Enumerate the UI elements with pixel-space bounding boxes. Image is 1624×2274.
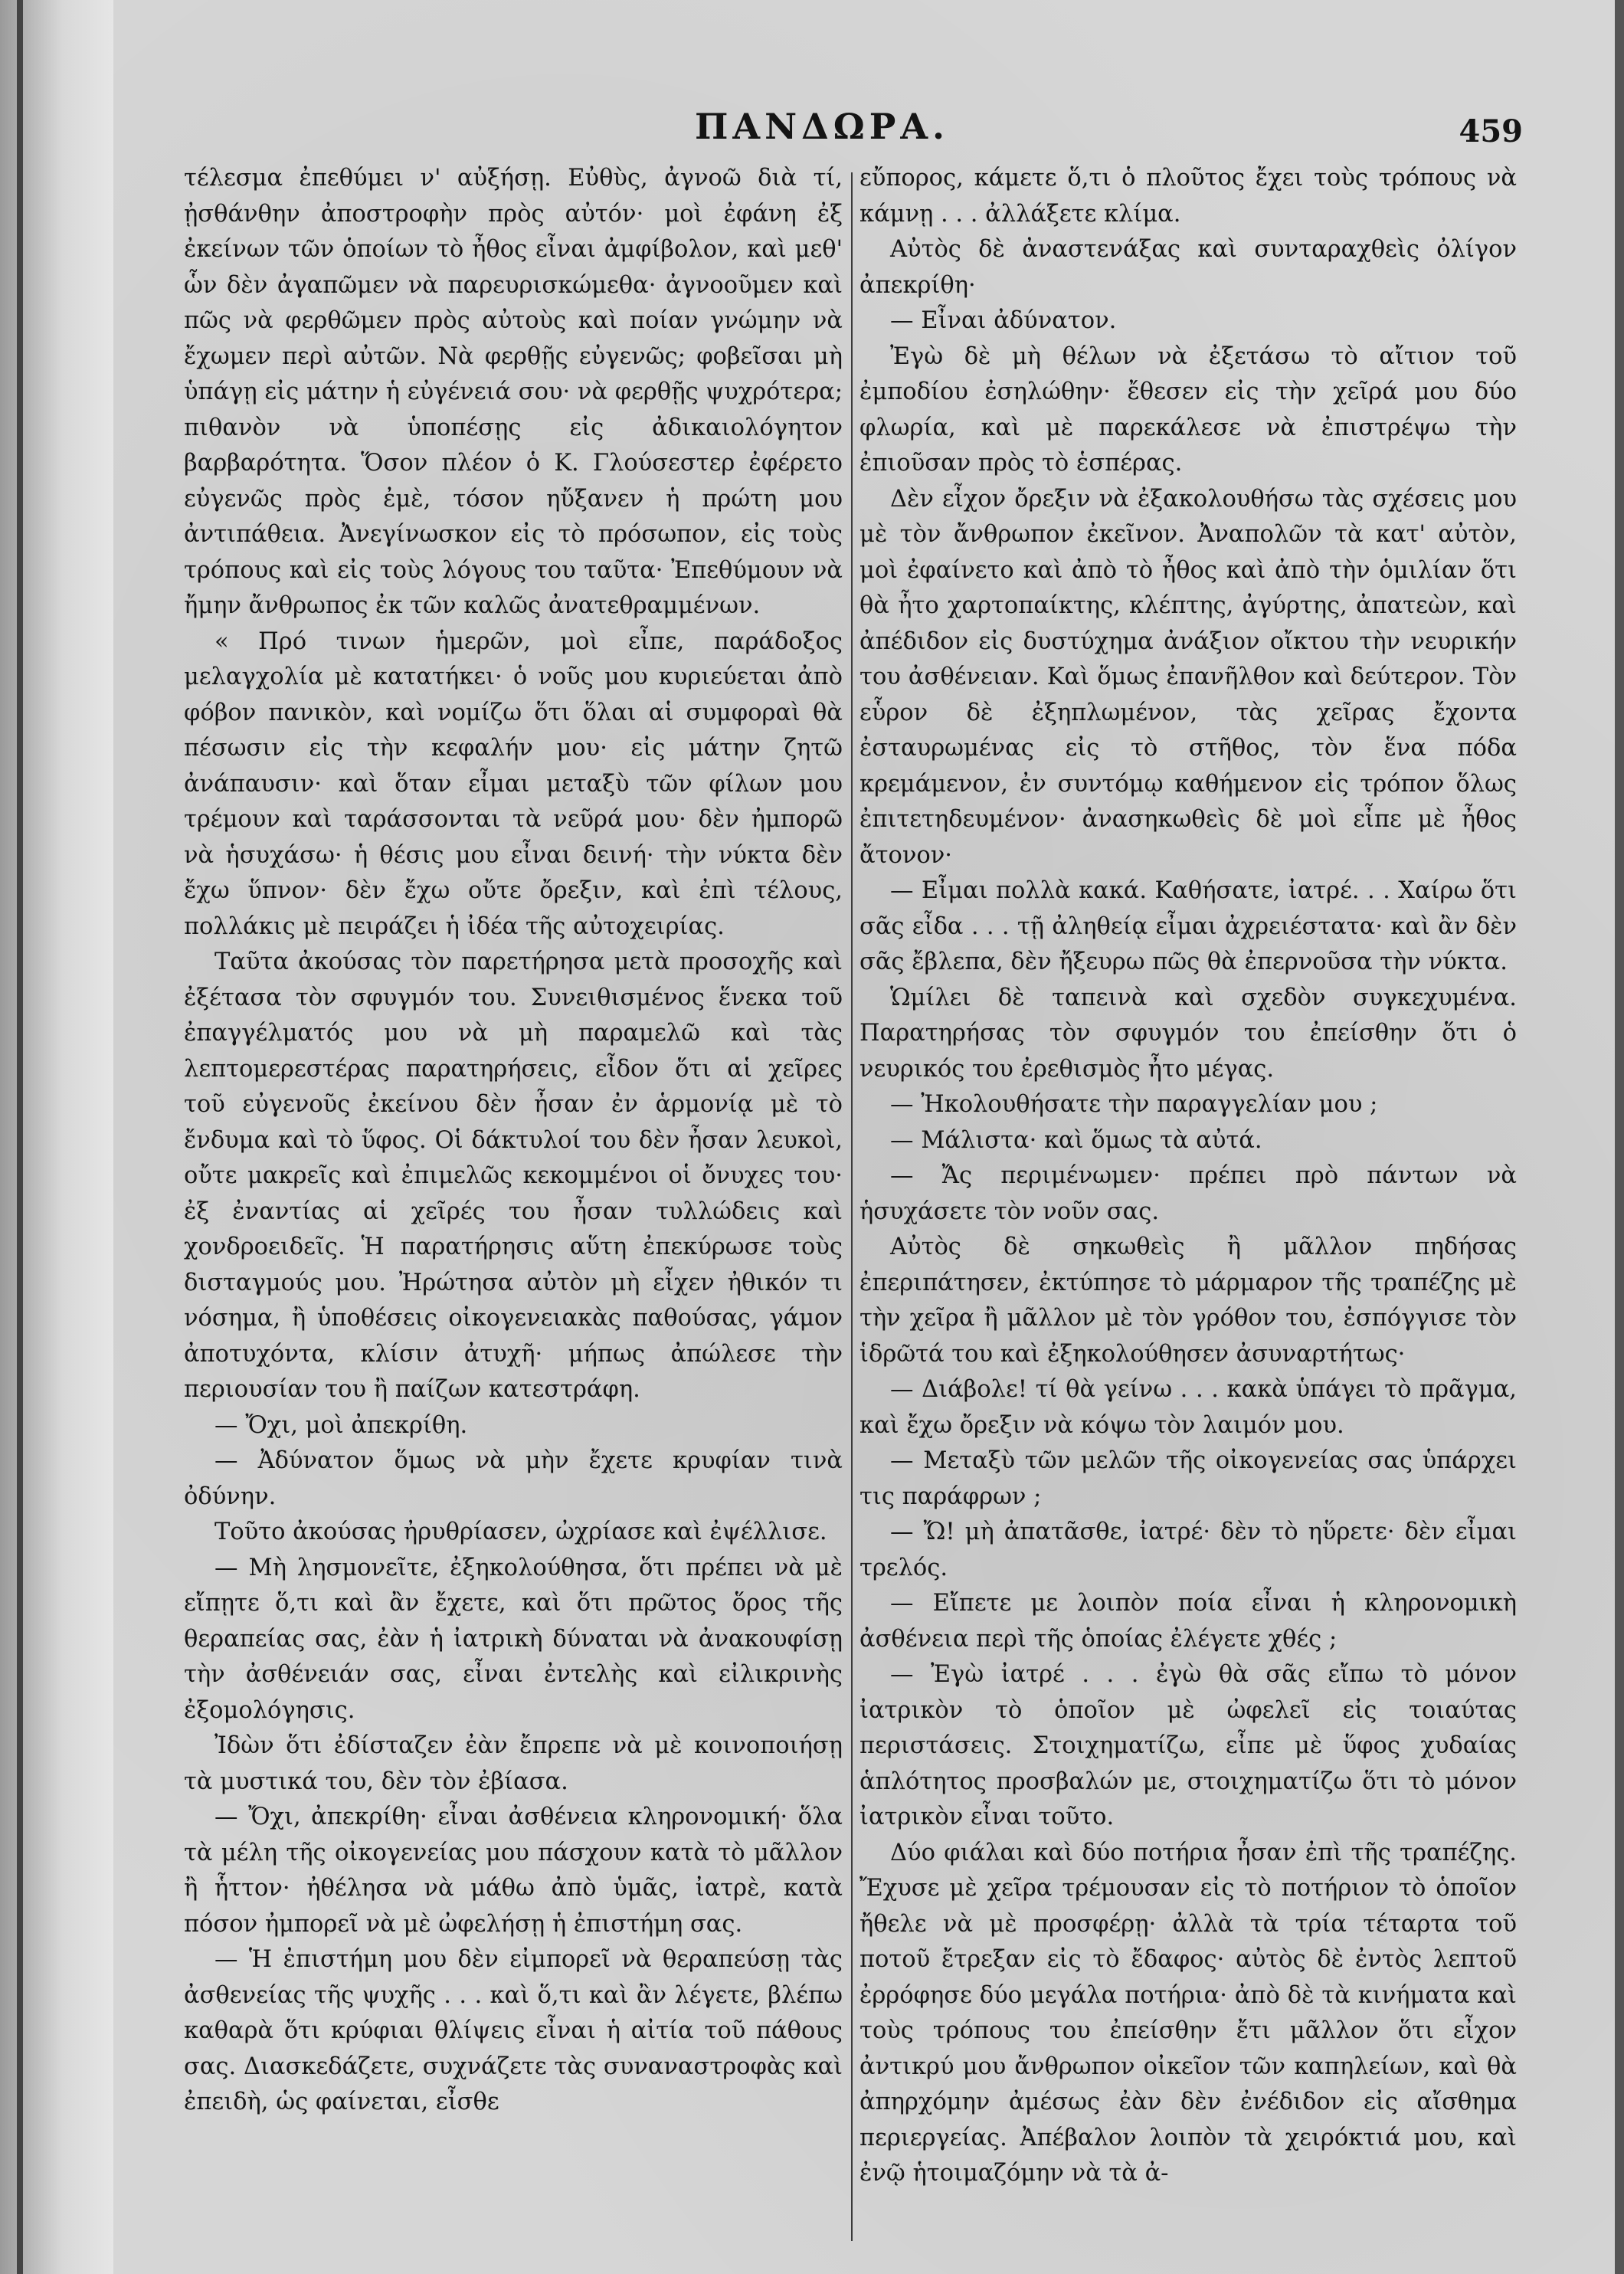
paragraph: — Μάλιστα· καὶ ὅμως τὰ αὐτά.	[890, 1126, 1262, 1154]
binding-shadow	[17, 0, 23, 2274]
right-column	[859, 161, 1517, 2253]
paragraph: « Πρό τινων ἡμερῶν, μοὶ εἶπε, παράδοξος μελαγχολία μὲ κατατήκει· ὁ νοῦς μου κυριεύεται ἀπὸ φόβον πανικὸν, καὶ νομίζω ὅτι ὅλαι αἱ συμφοραὶ θὰ πέσωσιν εἰς τὴν κεφαλήν μου· εἰς μάτην ζητῶ ἀνάπαυσιν· καὶ ὅταν εἶμαι μεταξὺ τῶν φίλων μου τρέμουν καὶ ταράσσονται τὰ νεῦρά μου· δὲν ἠμπορῶ νὰ ἡσυχάσω· ἡ θέσις μου εἶναι δεινή· τὴν νύκτα δὲν ἔχω ὕπνον· δὲν ἔχω οὔτε ὄρεξιν, καὶ ἐπὶ τέλους, πολλάκις μὲ πειράζει ἡ ἰδέα τῆς αὐτοχειρίας.	[184, 627, 843, 940]
paragraph: Ὡμίλει δὲ ταπεινὰ καὶ σχεδὸν συγκεχυμένα. Παρατηρήσας τὸν σφυγμόν του ἐπείσθην ὅτι ὁ νευρικός του ἐρεθισμὸς ἦτο μέγας.	[859, 984, 1517, 1083]
paragraph: — Εἴπετε με λοιπὸν ποία εἶναι ἡ κληρονομικὴ ἀσθένεια περὶ τῆς ὁποίας ἐλέγετε χθές ;	[859, 1590, 1517, 1653]
paragraph: — Ἠκολουθήσατε τὴν παραγγελίαν μου ;	[890, 1091, 1378, 1118]
column-divider	[851, 172, 853, 2241]
page-number: 459	[1459, 113, 1523, 149]
paragraph: — Ὄχι, ἀπεκρίθη· εἶναι ἀσθένεια κληρονομική· ὅλα τὰ μέλη τῆς οἰκογενείας μου πάσχουν κατὰ τὸ μᾶλλον ἢ ἧττον· ἠθέλησα νὰ μάθω ἀπὸ ὑμᾶς, ἰατρὲ, κατὰ πόσον ἠμπορεῖ νὰ μὲ ὠφελήσῃ ἡ ἐπιστήμη σας.	[184, 1804, 843, 1938]
paragraph: τέλεσμα ἐπεθύμει ν' αὐξήσῃ. Εὐθὺς, ἀγνοῶ διὰ τί, ᾐσθάνθην ἀποστροφὴν πρὸς αὐτόν· μοὶ ἐφάνη ἐξ ἐκείνων τῶν ὁποίων τὸ ἦθος εἶναι ἀμφίβολον, καὶ μεθ' ὧν δὲν ἀγαπῶμεν νὰ παρευρισκώμεθα· ἀγνοοῦμεν καὶ πῶς νὰ φερθῶμεν πρὸς αὐτοὺς καὶ ποίαν γνώμην νὰ ἔχωμεν περὶ αὐτῶν. Νὰ φερθῇς εὐγενῶς; φοβεῖσαι μὴ ὑπάγῃ εἰς μάτην ἡ εὐγένειά σου· νὰ φερθῇς ψυχρότερα; πιθανὸν νὰ ὑποπέσῃς εἰς ἀδικαιολόγητον βαρβαρότητα. Ὅσον πλέον ὁ Κ. Γλούσεστερ ἐφέρετο εὐγενῶς πρὸς ἐμὲ, τόσον ηὔξανεν ἡ πρώτη μου ἀντιπάθεια. Ἀνεγίνωσκον εἰς τὸ πρόσωπον, εἰς τοὺς τρόπους καὶ εἰς τοὺς λόγους του ταῦτα· Ἐπεθύμουν νὰ ἤμην ἄνθρωπος ἐκ τῶν καλῶς ἀνατεθραμμένων.	[184, 165, 843, 619]
paragraph: — Ὄχι, μοὶ ἀπεκρίθη.	[214, 1411, 468, 1439]
paragraph: — Διάβολε! τί θὰ γείνω . . . κακὰ ὑπάγει τὸ πρᾶγμα, καὶ ἔχω ὄρεξιν νὰ κόψω τὸν λαιμόν μου.	[859, 1376, 1517, 1439]
running-title: ΠΑΝΔΩΡΑ.	[694, 106, 950, 147]
paragraph: — Εἶμαι πολλὰ κακά. Καθήσατε, ἰατρέ. . . Χαίρω ὅτι σᾶς εἶδα . . . τῇ ἀληθείᾳ εἶμαι ἀχρειέστατα· καὶ ἂν δὲν σᾶς ἔβλεπα, δὲν ἤξευρω πῶς θὰ ἐπερνοῦσα τὴν νύκτα.	[859, 877, 1517, 975]
paragraph: — Ὤ! μὴ ἀπατᾶσθε, ἰατρέ· δὲν τὸ ηὕρετε· δὲν εἶμαι τρελός.	[859, 1519, 1517, 1581]
paragraph: Ἰδὼν ὅτι ἐδίσταζεν ἐὰν ἔπρεπε νὰ μὲ κοινοποιήσῃ τὰ μυστικά του, δὲν τὸν ἐβίασα.	[184, 1732, 843, 1795]
page-header	[113, 100, 1531, 153]
paragraph: — Εἶναι ἀδύνατον.	[890, 307, 1117, 334]
paragraph: Ταῦτα ἀκούσας τὸν παρετήρησα μετὰ προσοχῆς καὶ ἐξέτασα τὸν σφυγμόν του. Συνειθισμένος ἕνεκα τοῦ ἐπαγγέλματός μου νὰ μὴ παραμελῶ καὶ τὰς λεπτομερεστέρας παρατηρήσεις, εἶδον ὅτι αἱ χεῖρες τοῦ εὐγενοῦς ἐκείνου δὲν ἦσαν ἐν ἁρμονίᾳ μὲ τὸ ἔνδυμα καὶ τὸ ὕφος. Οἱ δάκτυλοί του δὲν ἦσαν λευκοὶ, οὔτε μακρεῖς καὶ ἐπιμελῶς κεκομμένοι οἱ ὄνυχες του· ἐξ ἐναντίας αἱ χεῖρές του ἦσαν τυλλώδεις καὶ χονδροειδεῖς. Ἡ παρατήρησις αὕτη ἐπεκύρωσε τοὺς δισταγμούς μου. Ἠρώτησα αὐτὸν μὴ εἶχεν ἠθικόν τι νόσημα, ἢ ὑποθέσεις οἰκογενειακὰς παθούσας, γάμον ἀποτυχόντα, κλίσιν ἀτυχῆ· μήπως ἀπώλεσε τὴν περιουσίαν του ἢ παίζων κατεστράφη.	[184, 949, 843, 1403]
left-column	[184, 161, 843, 2253]
paragraph: εὔπορος, κάμετε ὅ,τι ὁ πλοῦτος ἔχει τοὺς τρόπους νὰ κάμνῃ . . . ἀλλάξετε κλίμα.	[859, 165, 1517, 228]
page-edge-right	[1615, 0, 1624, 2274]
paragraph: Αὐτὸς δὲ ἀναστενάξας καὶ συνταραχθεὶς ὀλίγον ἀπεκρίθη·	[859, 236, 1517, 299]
paragraph: — Ἡ ἐπιστήμη μου δὲν εἰμπορεῖ νὰ θεραπεύσῃ τὰς ἀσθενείας τῆς ψυχῆς . . . καὶ ὅ,τι καὶ ἂν λέγετε, βλέπω καθαρὰ ὅτι κρύφιαι θλίψεις εἶναι ἡ αἰτία τοῦ πάθους σας. Διασκεδάζετε, συχνάζετε τὰς συναναστροφὰς καὶ ἐπειδὴ, ὡς φαίνεται, εἶσθε	[184, 1946, 843, 2115]
paragraph: Τοῦτο ἀκούσας ἠρυθρίασεν, ὠχρίασε καὶ ἐψέλλισε.	[214, 1519, 827, 1545]
paragraph: — Ἄς περιμένωμεν· πρέπει πρὸ πάντων νὰ ἡσυχάσετε τὸν νοῦν σας.	[859, 1162, 1517, 1225]
paragraph: Αὐτὸς δὲ σηκωθεὶς ἢ μᾶλλον πηδήσας ἐπεριπάτησεν, ἐκτύπησε τὸ μάρμαρον τῆς τραπέζης μὲ τὴν χεῖρα ἢ μᾶλλον μὲ τὸν γρόθον του, ἐσπόγγισε τὸν ἱδρῶτά του καὶ ἐξηκολούθησεν ἀσυναρτήτως·	[859, 1234, 1517, 1368]
paragraph: — Μεταξὺ τῶν μελῶν τῆς οἰκογενείας σας ὑπάρχει τις παράφρων ;	[859, 1447, 1517, 1510]
paragraph: Ἐγὼ δὲ μὴ θέλων νὰ ἐξετάσω τὸ αἴτιον τοῦ ἐμποδίου ἐσηλώθην· ἔθεσεν εἰς τὴν χεῖρά μου δύο φλωρία, καὶ μὲ παρεκάλεσε νὰ ἐπιστρέψω τὴν ἐπιοῦσαν πρὸς τὸ ἑσπέρας.	[859, 342, 1517, 477]
paragraph: — Ἐγὼ ἰατρέ . . . ἐγὼ θὰ σᾶς εἴπω τὸ μόνον ἰατρικὸν τὸ ὁποῖον μὲ ὠφελεῖ εἰς τοιαύτας περιστάσεις. Στοιχηματίζω, εἶπε μὲ ὕφος χυδαίας ἁπλότητος προσβαλών με, στοιχηματίζω ὅτι τὸ μόνον ἰατρικὸν εἶναι τοῦτο.	[859, 1661, 1517, 1830]
paragraph: Δύο φιάλαι καὶ δύο ποτήρια ἦσαν ἐπὶ τῆς τραπέζης. Ἔχυσε μὲ χεῖρα τρέμουσαν εἰς τὸ ποτήριον τὸ ὁποῖον ἤθελε νὰ μὲ προσφέρῃ· ἀλλὰ τὰ τρία τέταρτα τοῦ ποτοῦ ἔτρεξαν εἰς τὸ ἔδαφος· αὐτὸς δὲ ἐντὸς λεπτοῦ ἐρρόφησε δύο μεγάλα ποτήρια· ἀπὸ δὲ τὰ κινήματα καὶ τοὺς τρόπους του ἐπείσθην ἔτι μᾶλλον ὅτι εἶχον ἀντικρύ μου ἄνθρωπον οἰκεῖον τῶν καπηλείων, καὶ θὰ ἀπηρχόμην ἀμέσως ἐὰν δὲν ἐνέδιδον εἰς αἴσθημα περιεργείας. Ἀπέβαλον λοιπὸν τὰ χειρόκτιά μου, καὶ ἐνῷ ἡτοιμαζόμην νὰ τὰ ἀ-	[859, 1839, 1517, 2187]
paragraph: — Μὴ λησμονεῖτε, ἐξηκολούθησα, ὅτι πρέπει νὰ μὲ εἴπῃτε ὅ,τι καὶ ἂν ἔχετε, καὶ ὅτι πρῶτος ὅρος τῆς θεραπείας σας, ἐὰν ἡ ἰατρικὴ δύναται νὰ ἀνακουφίσῃ τὴν ἀσθένειάν σας, εἶναι ἐντελὴς καὶ εἰλικρινὴς ἐξομολόγησις.	[184, 1554, 843, 1724]
paragraph: Δὲν εἶχον ὄρεξιν νὰ ἐξακολουθήσω τὰς σχέσεις μου μὲ τὸν ἄνθρωπον ἐκεῖνον. Ἀναπολῶν τὰ κατ' αὐτὸν, μοὶ ἐφαίνετο καὶ ἀπὸ τὸ ἦθος καὶ ἀπὸ τὴν ὁμιλίαν ὅτι θὰ ἦτο χαρτοπαίκτης, κλέπτης, ἀγύρτης, ἀπατεὼν, καὶ ἀπέδιδον εἰς δυστύχημα ἀνάξιον οἴκτου τὴν νευρικήν του ἀσθένειαν. Καὶ ὅμως ἐπανῆλθον καὶ δεύτερον. Τὸν εὗρον δὲ ἐξηπλωμένον, τὰς χεῖρας ἔχοντα ἐσταυρωμένας εἰς τὸ στῆθος, τὸν ἕνα πόδα κρεμάμενον, ἐν συντόμῳ καθήμενον εἰς τρόπον ὅλως ἐπιτετηδευμένον· ἀνασηκωθεὶς δὲ μοὶ εἶπε μὲ ἦθος ἄτονον·	[859, 485, 1517, 869]
paragraph: — Ἀδύνατον ὅμως νὰ μὴν ἔχετε κρυφίαν τινὰ ὀδύνην.	[184, 1447, 843, 1510]
